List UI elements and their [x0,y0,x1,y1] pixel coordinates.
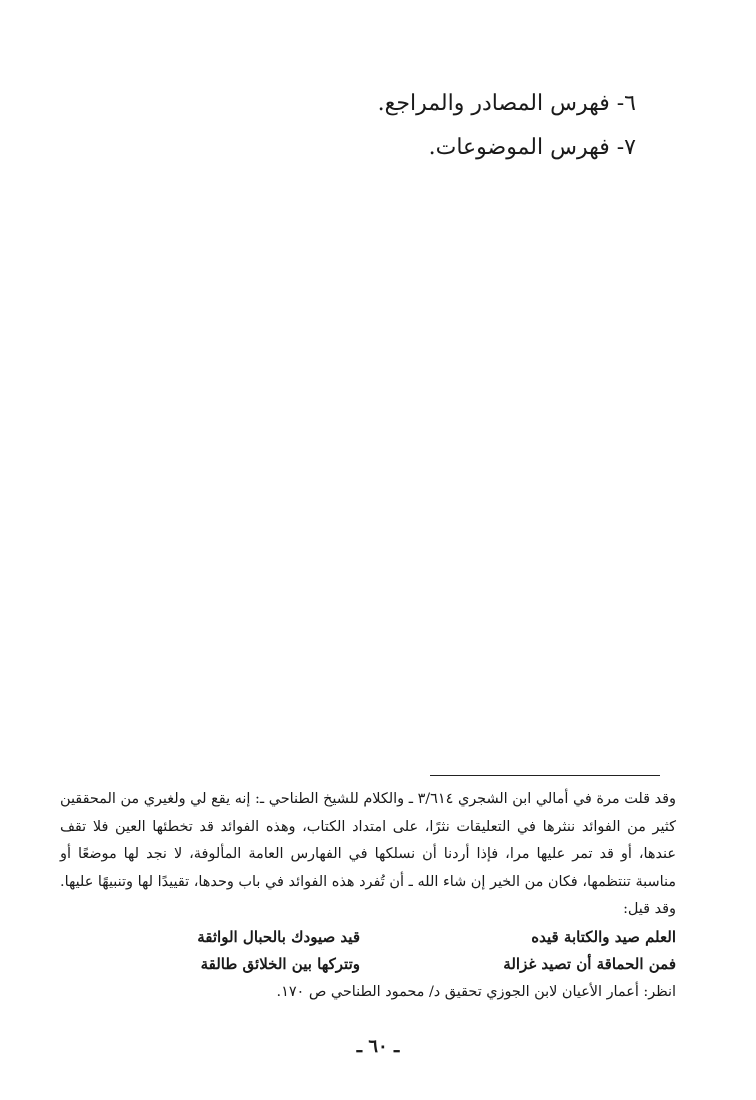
footnote-paragraph: وقد قلت مرة في أمالي ابن الشجري ٣/٦١٤ ـ والكلام للشيخ الطناحي ـ: إنه يقع لي ولغيري من المحققين كثير من الفوائد ننثرها في التعليقات نثرًا، على امتداد الكتاب، وهذه الفوائد قد تخطئها العين فلا تقف عندها، أو قد تمر عليها مرا، فإذا أردنا أن نسلكها في الفهارس العامة المألوفة، لا نجد لها موضعًا أو مناسبة تنتظمها، فكان من الخير إن شاء الله ـ أن تُفرد هذه الفوائد في باب وحدها، تقييدًا لها وتنبيهًا عليها. وقد قيل: [60,791,676,917]
verse-line [60,924,676,952]
verse-second-hemistich: وتتركها بين الخلائق طالقة [200,955,360,973]
footnote-block [60,786,676,1006]
list-item: ٧- فهرس الموضوعات. [428,135,636,160]
verse-second-hemistich: قيد صيودك بالحبال الواثقة [197,927,360,946]
page-number: ـ ٦٠ ـ [356,1036,400,1057]
footnote-source: انظر: أعمار الأعيان لابن الجوزي تحقيق د/ محمود الطناحي ص ١٧٠. [276,983,676,1000]
poem [60,924,676,979]
verse-first-hemistich: العلم صيد والكتابة قيده [531,927,676,946]
list-item: ٦- فهرس المصادر والمراجع. [377,91,636,116]
index-list [116,82,636,170]
verse-first-hemistich: فمن الحماقة أن تصيد غزالة [503,955,676,973]
footnote-separator [430,775,660,776]
verse-line [60,951,676,979]
